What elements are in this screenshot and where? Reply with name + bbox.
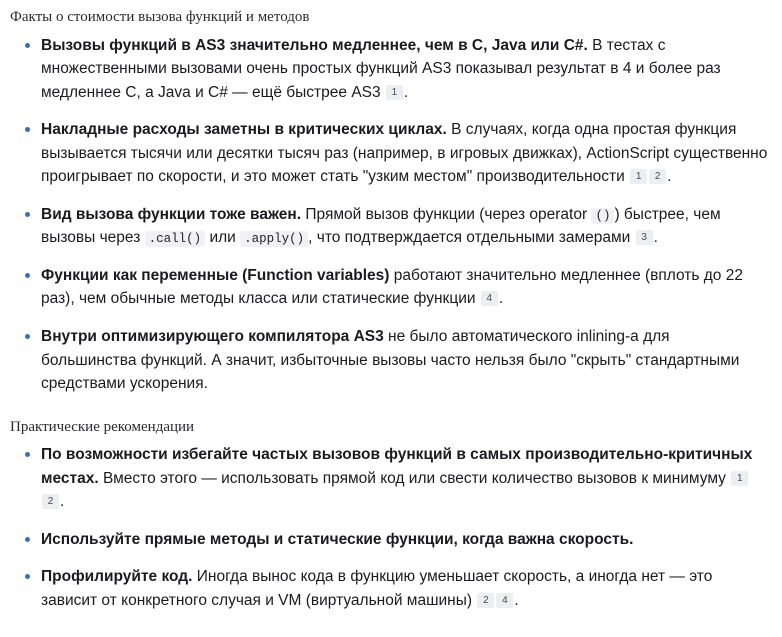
reference-badge[interactable]: 3 — [636, 230, 653, 245]
list-item-text: В тестах с множественными вызовами очень простых функций AS3 показывал результат в 4 и более раз медленнее C, а Java и C# — ещё быстрее AS3 — [41, 36, 721, 101]
list-item-text: Иногда вынос кода в функцию уменьшает скорость, а иногда нет — это зависит от конкретного случая и VM (виртуальной машины) — [41, 568, 713, 609]
inline-code: .call() — [145, 231, 206, 247]
list-item — [8, 565, 768, 612]
list-item-lead: Используйте прямые методы и статические функции, когда важна скорость. — [41, 530, 634, 548]
section-title-recommendations: Практические рекомендации — [10, 418, 195, 435]
list-item-lead: Внутри оптимизирующего компилятора AS3 — [41, 327, 384, 345]
list-item-lead: Вид вызова функции тоже важен. — [41, 205, 302, 223]
list-item-lead: Вызовы функций в AS3 значительно медленнее, чем в C, Java или C#. — [41, 36, 588, 54]
reference-badge[interactable]: 1 — [386, 85, 403, 100]
list-item — [8, 443, 768, 514]
list-item-lead: Профилируйте код. — [41, 568, 193, 586]
list-item — [8, 528, 768, 552]
list-item-text-tail: . — [403, 83, 409, 101]
inline-code: .apply() — [240, 231, 308, 247]
reference-badge[interactable]: 2 — [649, 169, 666, 184]
list-item — [8, 264, 768, 311]
list-item-text: Вместо этого — использовать прямой код или свести количество вызовов к минимуму — [98, 469, 731, 487]
list-item-text: , что подтверждается отдельными замерами — [308, 229, 635, 247]
list-item-text: Прямой вызов функции (через operator — [301, 205, 592, 223]
list-item — [8, 34, 768, 105]
list-item-lead: По возможности избегайте частых вызовов функций в самых производительно-критичных местах. — [41, 446, 753, 487]
section-title-facts: Факты о стоимости вызова функций и методов — [10, 9, 310, 25]
list-item-text: ) быстрее, чем вызовы через — [41, 205, 721, 247]
list-item-text: или — [205, 229, 241, 247]
reference-badge[interactable]: 2 — [477, 593, 494, 608]
list-item-lead: Функции как переменные (Function variables) — [41, 266, 390, 284]
reference-badge[interactable]: 4 — [496, 593, 513, 608]
list-item — [8, 118, 768, 189]
reference-badge[interactable]: 2 — [42, 494, 59, 509]
list-item — [8, 203, 768, 250]
bottom-spacer — [8, 618, 768, 630]
recommendations-list — [8, 443, 768, 612]
list-item-text-tail: . — [60, 493, 65, 511]
list-item-text-tail: . — [514, 591, 519, 609]
reference-badge[interactable]: 4 — [481, 291, 498, 306]
list-item-text: не было автоматического inlining-а для большинства функций. А значит, избыточные вызовы часто нельзя было "скрыть" стандартными средствами ускорения. — [41, 327, 740, 393]
list-item-lead: Накладные расходы заметны в критических циклах. — [41, 121, 447, 139]
inline-code: () — [591, 208, 614, 224]
reference-badge[interactable]: 1 — [630, 169, 647, 184]
list-item-text-tail: . — [667, 168, 672, 186]
reference-badge[interactable]: 1 — [731, 471, 748, 486]
list-item-text-tail: . — [653, 229, 658, 247]
facts-list — [8, 34, 768, 396]
list-item-text: работают значительно медленнее (вплоть до 22 раз), чем обычные методы класса или статические функции — [41, 266, 743, 308]
list-item — [8, 325, 768, 396]
list-item-text-tail: . — [498, 290, 504, 308]
list-item-text: В случаях, когда одна простая функция вызывается тысячи или десятки тысяч раз (например, в игровых движках), ActionScript существенно проигрывает по скорости, и это может стать "узким местом" производительности — [41, 121, 768, 186]
